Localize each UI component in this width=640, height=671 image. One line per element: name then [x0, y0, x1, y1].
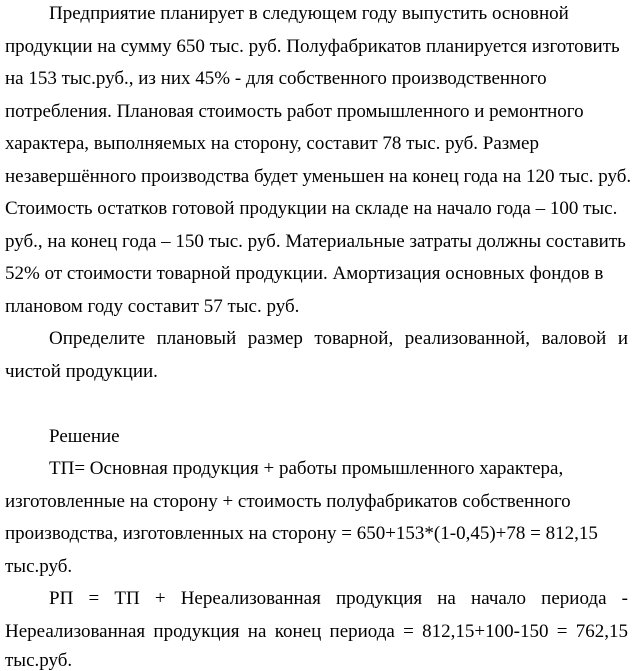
rp-line-1: РП = ТП + Нереализованная продукция на начало периода -: [49, 588, 628, 609]
solution-heading: Решение: [49, 426, 120, 447]
task-line-1: Предприятие планирует в следующем году выпустить основной: [49, 3, 569, 24]
task-line-8: руб., на конец года – 150 тыс. руб. Материальные затраты должны составить: [5, 231, 626, 252]
task-line-7: Стоимость остатков готовой продукции на складе на начало года – 100 тыс.: [5, 198, 618, 219]
tp-line-2: изготовленные на сторону + стоимость полуфабрикатов собственного: [5, 491, 571, 512]
task-line-9: 52% от стоимости товарной продукции. Амортизация основных фондов в: [5, 263, 604, 284]
question-line-2: чистой продукции.: [5, 361, 158, 382]
task-line-10: плановом году составит 57 тыс. руб.: [5, 296, 300, 317]
rp-line-3: тыс.руб.: [5, 650, 73, 671]
task-line-3: на 153 тыс.руб., из них 45% - для собственного производственного: [5, 68, 547, 89]
task-line-4: потребления. Плановая стоимость работ промышленного и ремонтного: [5, 101, 584, 122]
question-line-1: Определите плановый размер товарной, реализованной, валовой и: [49, 328, 628, 349]
tp-line-1: ТП= Основная продукция + работы промышленного характера,: [49, 458, 564, 479]
tp-line-3: производства, изготовленных на сторону = 650+153*(1-0,45)+78 = 812,15: [5, 523, 598, 544]
rp-line-2: Нереализованная продукция на конец периода = 812,15+100-150 = 762,15: [5, 621, 628, 642]
task-line-5: характера, выполняемых на сторону, составит 78 тыс. руб. Размер: [5, 133, 539, 154]
tp-line-4: тыс.руб.: [5, 556, 73, 577]
task-line-2: продукции на сумму 650 тыс. руб. Полуфабрикатов планируется изготовить: [5, 36, 620, 57]
task-line-6: незавершённого производства будет уменьшен на конец года на 120 тыс. руб.: [5, 166, 632, 187]
